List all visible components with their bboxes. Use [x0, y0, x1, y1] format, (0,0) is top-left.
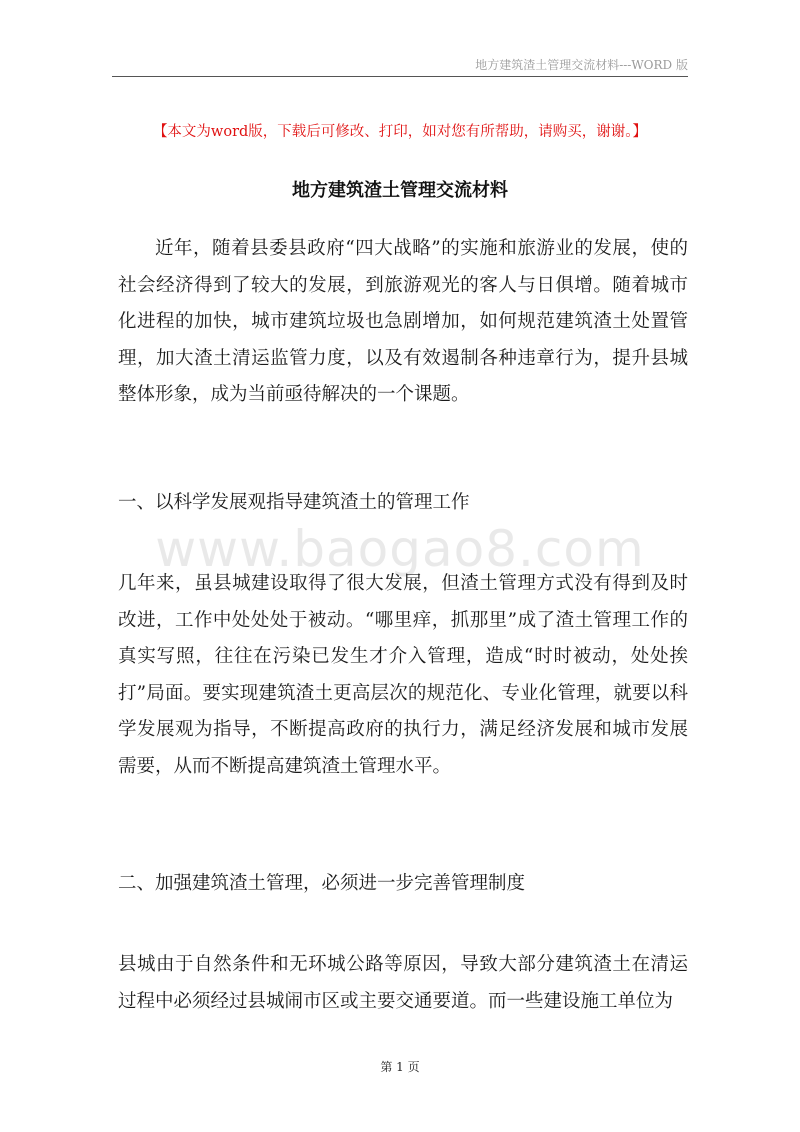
section-heading-1: 一、以科学发展观指导建筑渣土的管理工作	[118, 492, 470, 513]
body-paragraph-intro: 近年，随着县委县政府“四大战略”的实施和旅游业的发展，使的社会经济得到了较大的发展，到旅游观光的客人与日俱增。随着城市化进程的加快，城市建筑垃圾也急剧增加，如何规范建筑渣土处置管理，加大渣土清运监管力度，以及有效遏制各种违章行为，提升县城整体形象，成为当前亟待解决的一个课题。	[118, 238, 688, 405]
page-header	[112, 50, 688, 77]
body-paragraph-section-1: 几年来，虽县城建设取得了很大发展，但渣土管理方式没有得到及时改进，工作中处处处于被动。“哪里痒，抓那里”成了渣土管理工作的真实写照，往往在污染已发生才介入管理，造成“时时被动，处处挨打”局面。要实现建筑渣土更高层次的规范化、专业化管理，就要以科学发展观为指导，不断提高政府的执行力，满足经济发展和城市发展需要，从而不断提高建筑渣土管理水平。	[118, 573, 688, 777]
watermark-text: www.baogao8.com	[155, 520, 645, 578]
page-number: 第 1 页	[380, 1060, 420, 1074]
body-paragraph-section-2: 县城由于自然条件和无环城公路等原因，导致大部分建筑渣土在清运过程中必须经过县城闹市区或主要交通要道。而一些建设施工单位为	[118, 954, 688, 1012]
header-text: 地方建筑渣土管理交流材料---WORD 版	[475, 58, 688, 72]
section-heading-2: 二、加强建筑渣土管理，必须进一步完善管理制度	[118, 873, 526, 894]
download-notice: 【本文为word版，下载后可修改、打印，如对您有所帮助，请购买，谢谢。】	[152, 124, 648, 140]
document-title: 地方建筑渣土管理交流材料	[292, 180, 508, 201]
